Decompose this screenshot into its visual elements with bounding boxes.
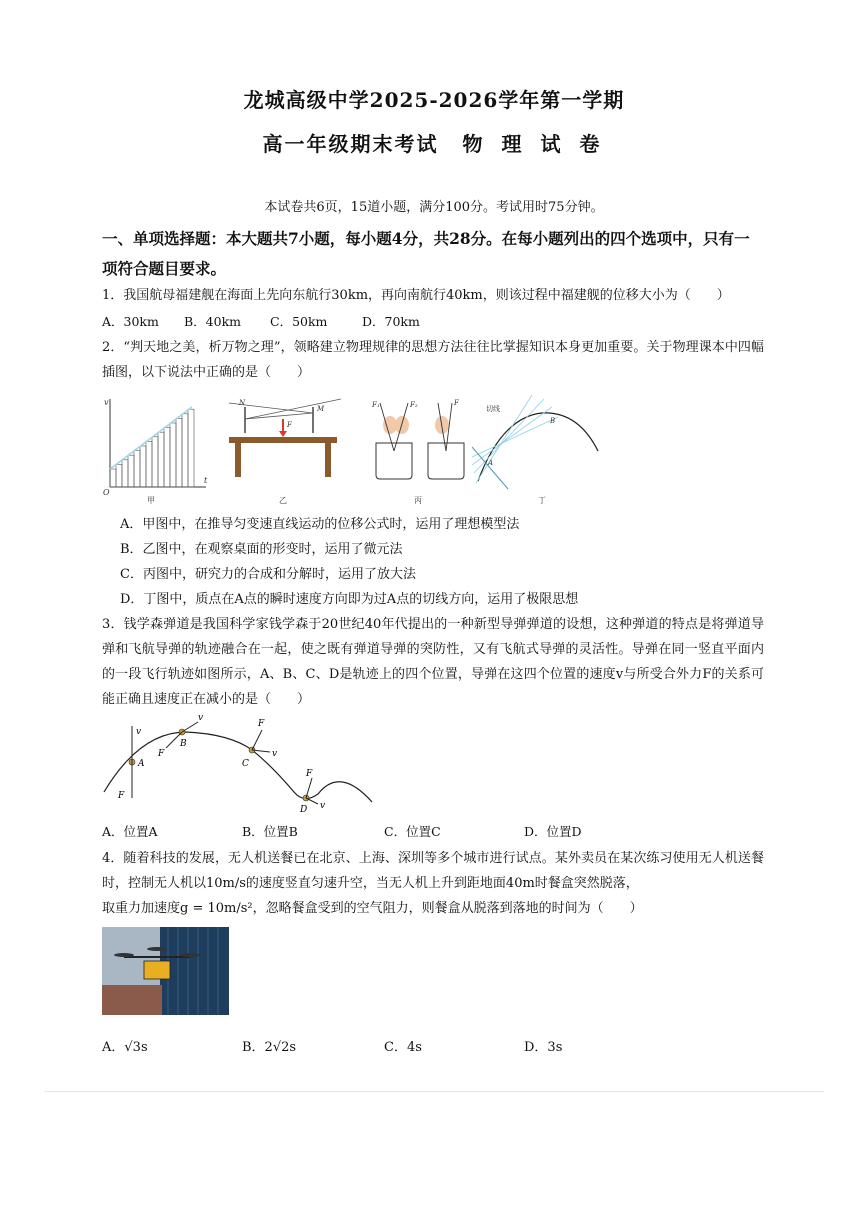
q3-a-f-label: F [118, 791, 125, 801]
figure-bing-label: 丙 [414, 496, 422, 505]
question-4-stem: 4．随着科技的发展，无人机送餐已在北京、上海、深圳等多个城市进行试点。某外卖员在某次练习使用无人机送餐时，控制无人机以10m/s的速度竖直匀速升空，当无人机上升到距地面40m时餐盒突然脱落， [102, 851, 764, 891]
q3-label-b: B [180, 739, 187, 749]
exam-subtitle-subject: 物 理 试 卷 [462, 132, 606, 156]
exam-subtitle [0, 128, 868, 157]
figure-bing-label-f: F [454, 399, 459, 407]
figure-q3-trajectory [100, 712, 382, 816]
figure-jia-rect [158, 432, 164, 487]
q4-photo-rotor-left [114, 953, 134, 957]
q3-c-v-label: v [272, 749, 278, 759]
figure-q4-drone-photo [102, 927, 229, 1015]
figure-ding-secant-4 [472, 417, 558, 457]
q1-option-d: D．70km [362, 314, 420, 329]
q3-c-force [252, 730, 262, 750]
figure-ding-label-a: A [488, 459, 494, 467]
q3-option-d: D．位置D [524, 824, 582, 839]
section-heading: 一、单项选择题：本大题共7小题，每小题4分，共28分。在每小题列出的四个选项中，只有一项符合题目要求。 [102, 229, 750, 278]
q3-d-velocity [306, 798, 318, 804]
figure-yi-table-leg-left [235, 443, 241, 477]
figure-yi-light-ray-2 [245, 413, 313, 419]
figure-ding-label-b: B [550, 417, 556, 425]
figure-yi-label: 乙 [279, 496, 287, 505]
q3-d-f-label: F [306, 769, 313, 779]
figure-jia-rect [170, 423, 176, 487]
q4-photo-food-box [144, 961, 170, 979]
q4-option-a: A．√3s [102, 1040, 148, 1055]
figure-jia-velocity-line [110, 407, 192, 469]
q4-option-c: C．4s [384, 1040, 422, 1055]
q3-label-a: A [138, 759, 145, 769]
figure-bing-label-f2: F₂ [410, 401, 418, 409]
q3-b-f-label: F [158, 749, 165, 759]
q3-option-b: B．位置B [242, 824, 298, 839]
q3-option-a: A．位置A [102, 824, 158, 839]
page-bottom-rule [44, 1091, 824, 1092]
q3-label-d: D [300, 805, 308, 815]
figure-jia-rectangles [110, 409, 194, 487]
figure-yi-table-leg-right [325, 443, 331, 477]
figure-ding-trajectory [478, 413, 598, 481]
question-4-options [102, 1036, 562, 1055]
q3-option-c: C．位置C [384, 824, 441, 839]
q1-option-a: A．30km [102, 314, 159, 329]
q1-option-b: B．40km [184, 314, 242, 329]
figure-ding-secant-1 [476, 395, 532, 483]
q2-option-b: B．乙图中，在观察桌面的形变时，运用了微元法 [120, 542, 403, 557]
figure-jia-rect [122, 460, 128, 487]
q2-option-d: D．丁图中，质点在A点的瞬时速度方向即为过A点的切线方向，运用了极限思想 [120, 592, 579, 607]
question-4-stem-cont: 取重力加速度g = 10m/s²，忽略餐盒受到的空气阻力，则餐盒从脱落到落地的时间为（ ） [102, 901, 643, 916]
figure-ding-tangent-label: 切线 [486, 405, 500, 413]
q3-d-force [306, 778, 312, 798]
exam-title: 龙城高级中学2025-2026学年第一学期 [243, 88, 625, 112]
figure-yi-label-m: M [317, 405, 325, 413]
q3-c-f-label: F [258, 719, 265, 729]
figure-ding-label: 丁 [538, 496, 546, 505]
q2-option-c: C．丙图中，研究力的合成和分解时，运用了放大法 [120, 567, 416, 582]
q4-photo-rotor-right [180, 953, 200, 957]
q2-option-a: A．甲图中，在推导匀变速直线运动的位移公式时，运用了理想模型法 [120, 517, 520, 532]
q4-option-d: D．3s [524, 1040, 563, 1055]
figure-ding-secant-3 [472, 407, 552, 465]
question-1-stem: 1．我国航母福建舰在海面上先向东航行30km，再向南航行40km，则该过程中福建舰的位移大小为（ ） [102, 288, 730, 303]
q3-b-velocity [182, 722, 198, 732]
figure-jia-rect [164, 428, 170, 487]
figure-jia-rect [146, 441, 152, 487]
figure-yi-light-ray-3 [245, 399, 341, 419]
exam-subtitle-grade: 高一年级期末考试 [262, 132, 439, 156]
q4-photo-rotor-top [147, 947, 167, 951]
figure-jia-rect [134, 451, 140, 487]
figure-jia-rect [182, 414, 188, 487]
figure-jia-rect [110, 469, 116, 487]
figure-jia-t-label: t [204, 476, 208, 485]
figure-yi [225, 393, 345, 505]
question-3-stem: 3．钱学森弹道是我国科学家钱学森于20世纪40年代提出的一种新型导弹弹道的设想，这种弹道的特点是将弹道导弹和飞航导弹的轨迹融合在一起，使之既有弹道导弹的突防性，又有飞航式导弹的灵活性。导弹在同一竖直平面内的一段飞行轨迹如图所示，A、B、C、D是轨迹上的四个位置，导弹在这四个位置的速度v与所受合外力F的关系可能正确且速度正在减小的是（ ） [102, 617, 764, 707]
figure-jia-rect [152, 437, 158, 487]
question-3-options [102, 822, 582, 840]
figure-jia-label: 甲 [147, 496, 155, 505]
figure-jia-rect [128, 455, 134, 487]
figure-jia [100, 393, 210, 505]
figure-jia-origin: O [103, 488, 110, 497]
figure-yi-label-f: F [287, 421, 292, 429]
figure-ding [472, 393, 602, 505]
q4-option-b: B．2√2s [242, 1040, 297, 1055]
figure-jia-v-label: v [104, 398, 109, 407]
q3-b-v-label: v [198, 713, 204, 723]
q3-a-v-label: v [136, 727, 142, 737]
q3-label-c: C [242, 759, 249, 769]
figure-bing-cup-left [376, 443, 412, 479]
figure-bing [360, 393, 472, 505]
figure-bing-hand-1 [383, 416, 397, 434]
question-1-options [102, 312, 420, 330]
figure-yi-force-arrowhead [279, 431, 287, 437]
figure-jia-rect [116, 464, 122, 487]
figure-jia-rect [176, 418, 182, 487]
q1-option-c: C．50km [270, 314, 328, 329]
figure-yi-label-n: N [239, 399, 246, 407]
figure-jia-rect [188, 409, 194, 487]
exam-intro: 本试卷共6页，15道小题，满分100分。考试用时75分钟。 [264, 200, 604, 215]
question-2-stem: 2．“判天地之美，析万物之理”，领略建立物理规律的思想方法往往比掌握知识本身更加重要。关于物理课本中四幅插图，以下说法中正确的是（ ） [102, 340, 764, 380]
q4-photo-roof [102, 985, 162, 1015]
figure-bing-label-f1: F₁ [372, 401, 380, 409]
q3-d-v-label: v [320, 801, 326, 811]
figure-jia-rect [140, 446, 146, 487]
figure-yi-tabletop [229, 437, 337, 443]
